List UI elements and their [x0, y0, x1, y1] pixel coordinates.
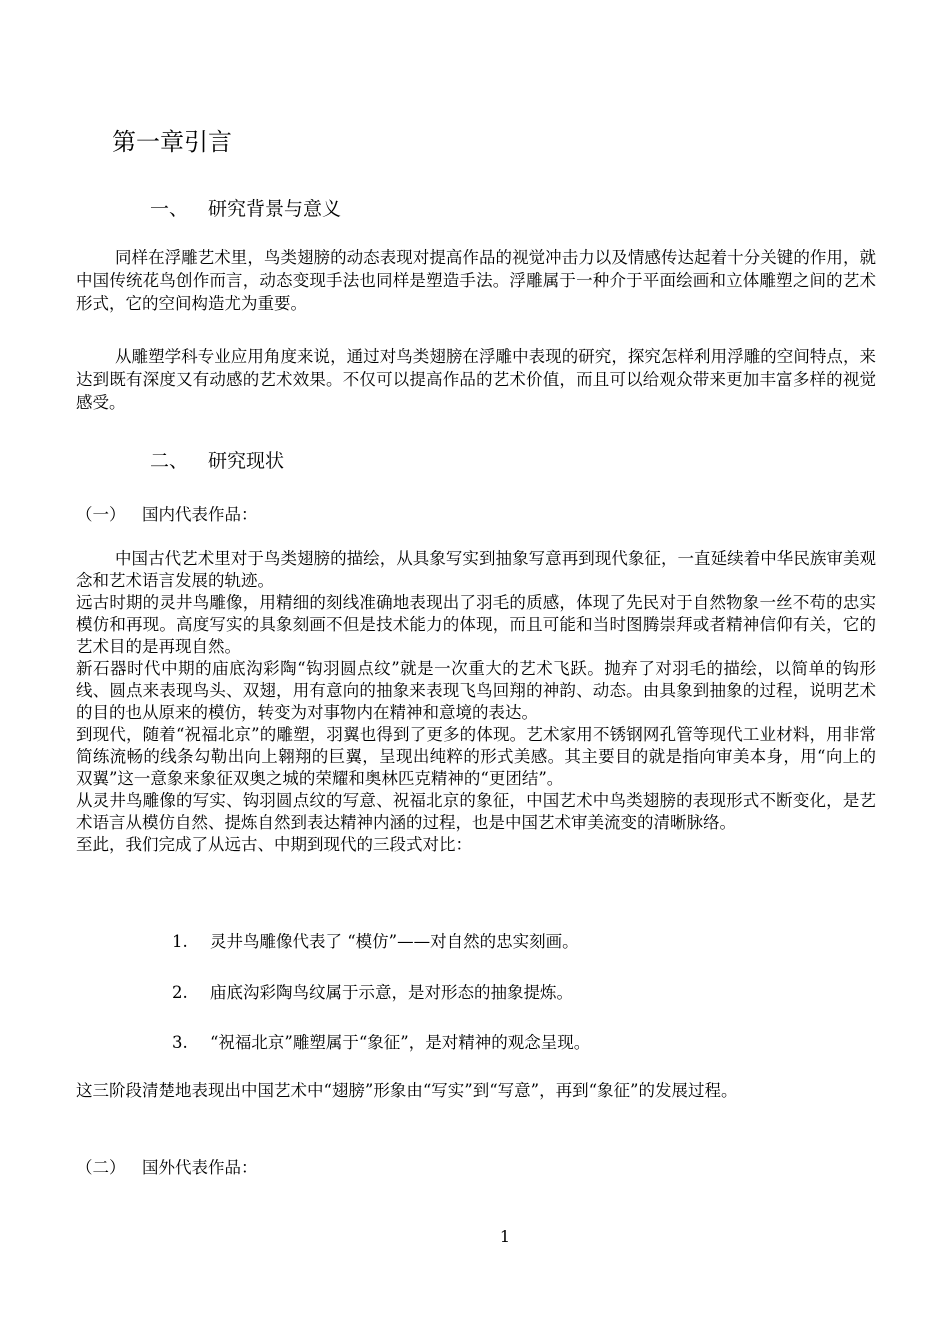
sub-heading-domestic [76, 501, 258, 525]
domestic-paragraph-1: 中国古代艺术里对于鸟类翅膀的描绘，从具象写实到抽象写意再到现代象征，一直延续着中华民族审美观念和艺术语言发展的轨迹。 [76, 549, 876, 590]
domestic-paragraph-5: 从灵井鸟雕像的写实、钩羽圆点纹的写意、祝福北京的象征，中国艺术中鸟类翅膀的表现形式不断变化，是艺术语言从模仿自然、提炼自然到表达精神内涵的过程，也是中国艺术审美流变的清晰脉络。 [76, 791, 876, 832]
domestic-paragraph-4: 到现代，随着“祝福北京”的雕塑，羽翼也得到了更多的体现。艺术家用不锈钢网孔管等现代工业材料，用非常简练流畅的线条勾勒出向上翱翔的巨翼，呈现出纯粹的形式美感。其主要目的就是指向审美本身，用“向上的双翼”这一意象来象征双奥之城的荣耀和奥林匹克精神的“更团结”。 [76, 725, 876, 788]
list-text: “祝福北京”雕塑属于“象征”，是对精神的观念呈现。 [210, 1033, 591, 1052]
section-number: 二、 [150, 450, 189, 472]
list-text: 庙底沟彩陶鸟纹属于示意，是对形态的抽象提炼。 [210, 983, 573, 1002]
sub-heading-title: 国内代表作品： [142, 505, 258, 524]
list-item-1 [172, 928, 579, 952]
list-number: 2. [172, 983, 188, 1002]
paragraph-background-1: 同样在浮雕艺术里，鸟类翅膀的动态表现对提高作品的视觉冲击力以及情感传达起着十分关键的作用，就中国传统花鸟创作而言，动态变现手法也同样是塑造手法。浮雕属于一种介于平面绘画和立体雕塑之间的艺术形式，它的空间构造尤为重要。 [76, 248, 876, 313]
sub-heading-foreign [76, 1154, 258, 1178]
list-item-2 [172, 979, 573, 1003]
list-text: 灵井鸟雕像代表了 “模仿”——对自然的忠实刻画。 [210, 932, 579, 951]
list-number: 3. [172, 1033, 188, 1052]
list-number: 1. [172, 932, 188, 951]
section-heading-background [150, 194, 341, 221]
section-number: 一、 [150, 198, 189, 220]
sub-heading-number: （二） [76, 1158, 126, 1177]
section-title: 研究现状 [208, 450, 285, 472]
domestic-paragraph-6: 至此，我们完成了从远古、中期到现代的三段式对比： [76, 835, 472, 854]
chapter-title: 第一章引言 [112, 128, 232, 156]
paragraph-background-2: 从雕塑学科专业应用角度来说，通过对鸟类翅膀在浮雕中表现的研究，探究怎样利用浮雕的空间特点，来达到既有深度又有动感的艺术效果。不仅可以提高作品的艺术价值，而且可以给观众带来更加丰富多样的视觉感受。 [76, 347, 876, 412]
section-heading-status [150, 446, 284, 473]
section-title: 研究背景与意义 [208, 198, 342, 220]
sub-heading-number: （一） [76, 505, 126, 524]
domestic-works-text [76, 548, 876, 856]
domestic-paragraph-2: 远古时期的灵井鸟雕像，用精细的刻线准确地表现出了羽毛的质感，体现了先民对于自然物象一丝不苟的忠实模仿和再现。高度写实的具象刻画不但是技术能力的体现，而且可能和当时图腾崇拜或者精神信仰有关，它的艺术目的是再现自然。 [76, 593, 876, 656]
domestic-paragraph-3: 新石器时代中期的庙底沟彩陶“钩羽圆点纹”就是一次重大的艺术飞跃。抛弃了对羽毛的描绘，以简单的钩形线、圆点来表现鸟头、双翅，用有意向的抽象来表现飞鸟回翔的神韵、动态。由具象到抽象的过程，说明艺术的目的也从原来的模仿，转变为对事物内在精神和意境的表达。 [76, 659, 876, 722]
sub-heading-title: 国外代表作品： [142, 1158, 258, 1177]
page-number: 1 [499, 1227, 511, 1246]
list-item-3 [172, 1029, 590, 1053]
summary-paragraph: 这三阶段清楚地表现出中国艺术中“翅膀”形象由“写实”到“写意”，再到“象征”的发展过程。 [76, 1081, 738, 1100]
